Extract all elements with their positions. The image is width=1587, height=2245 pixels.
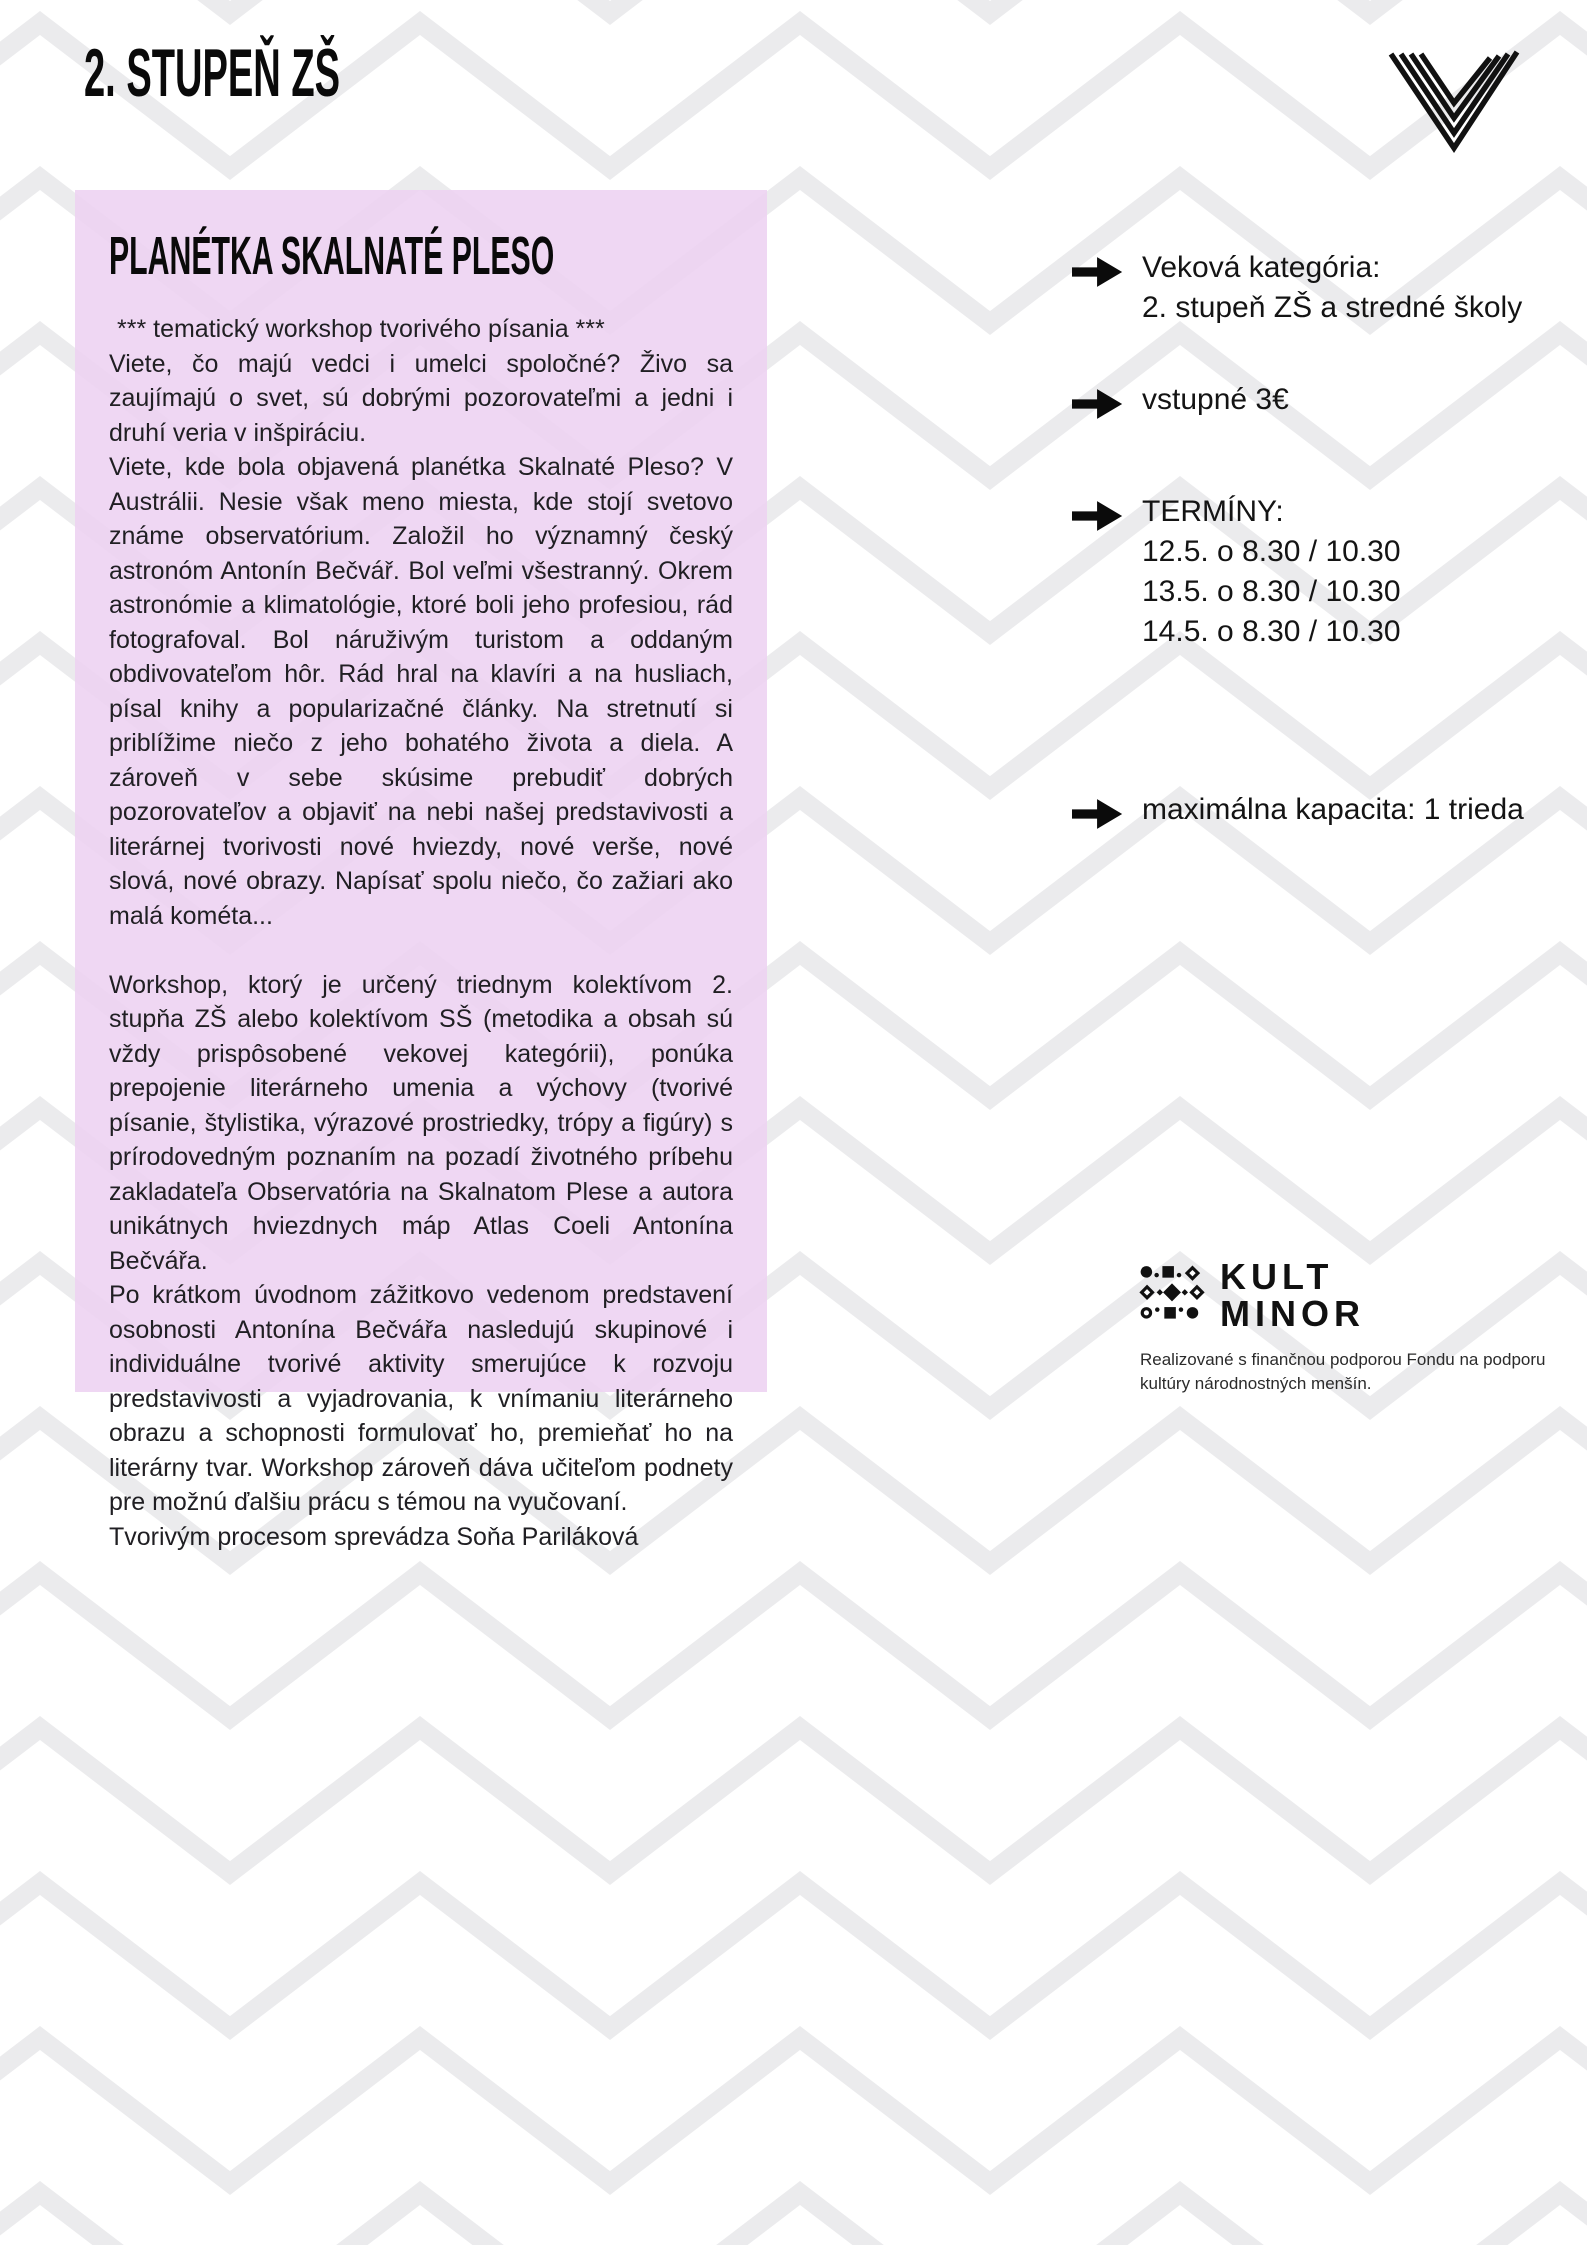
age-category-item: [1072, 248, 1522, 328]
workshop-description: [109, 312, 733, 1554]
v-logo-icon: [1388, 52, 1520, 157]
date-item: 14.5. o 8.30 / 10.30: [1142, 615, 1401, 648]
right-arrow-icon: [1072, 252, 1124, 292]
paragraph-credit: Tvorivým procesom sprevádza Soňa Pariláková: [109, 1522, 639, 1551]
kult-minor-dots-icon: [1140, 1262, 1204, 1329]
fee-item: [1072, 380, 1289, 424]
date-item: 12.5. o 8.30 / 10.30: [1142, 535, 1401, 568]
dates-label: TERMÍNY:: [1142, 495, 1284, 528]
capacity-item: [1072, 790, 1524, 834]
workshop-title: PLANÉTKA SKALNATÉ PLESO: [109, 226, 555, 286]
workshop-panel: [75, 190, 767, 1551]
paragraph: Viete, čo majú vedci i umelci spoločné? Živo sa zaujímajú o svet, sú dobrými pozorovateľmi a jedni i druhí veria v inšpiráciu.: [109, 349, 733, 447]
fee-label: vstupné 3€: [1142, 383, 1289, 416]
age-category-label: Veková kategória:: [1142, 251, 1381, 284]
page-title: 2. STUPEŇ ZŠ: [84, 35, 341, 111]
funding-disclaimer: Realizované s finančnou podporou Fondu na podporu kultúry národnostných menšín.: [1140, 1350, 1546, 1393]
right-arrow-icon: [1072, 794, 1124, 834]
date-item: 13.5. o 8.30 / 10.30: [1142, 575, 1401, 608]
kult-minor-wordmark: KULT MINOR: [1220, 1256, 1365, 1334]
dates-item: [1072, 492, 1401, 652]
age-category-value: 2. stupeň ZŠ a stredné školy: [1142, 291, 1523, 324]
capacity-label: maximálna kapacita: 1 trieda: [1142, 793, 1524, 826]
paragraph: Po krátkom úvodnom zážitkovo vedenom predstavení osobnosti Antonína Bečvářa nasledujú skupinové i individuálne tvorivé aktivity smerujúce k rozvoju predstavivosti a vyjadrovania, k vnímaniu literárneho obrazu a schopnosti formulovať ho, premieňať ho na literárny tvar. Workshop zároveň dáva učiteľom podnety pre možnú ďalšiu prácu s témou na vyučovaní.: [109, 1281, 733, 1516]
right-arrow-icon: [1072, 496, 1124, 536]
right-arrow-icon: [1072, 384, 1124, 424]
paragraph: Workshop, ktorý je určený triednym kolektívom 2. stupňa ZŠ alebo kolektívom SŠ (metodika a obsah sú vždy prispôsobené vekovej kategórii), ponúka prepojenie literárneho umenia a výchovy (tvorivé písanie, štylistika, výrazové prostriedky, trópy a figúry) s prírodovedným poznaním na pozadí životného príbehu zakladateľa Observatória na Skalnatom Plese a autora unikátnych hviezdnych máp Atlas Coeli Antonína Bečvářa.: [109, 970, 733, 1275]
kult-minor-logo: [1140, 1256, 1365, 1334]
workshop-subtitle: *** tematický workshop tvorivého písania ***: [117, 315, 605, 343]
paragraph: Viete, kde bola objavená planétka Skalnaté Pleso? V Austrálii. Nesie však meno miesta, kde stojí svetovo známe observatórium. Založil ho významný český astronóm Antonín Bečvář. Bol veľmi všestranný. Okrem astronómie a klimatológie, ktoré boli jeho profesiou, rád fotografoval. Bol náruživým turistom a oddaným obdivovateľom hôr. Rád hral na klavíri a na husliach, písal knihy a popularizačné články. Na stretnutí si priblížime niečo z jeho bohatého života a diela. A zároveň v sebe skúsime prebudiť dobrých pozorovateľov a objaviť na nebi našej predstavivosti a literárnej tvorivosti nové hviezdy, nové verše, nové slová, nové obrazy. Napísať spolu niečo, čo zažiari ako malá kométa...: [109, 453, 733, 930]
